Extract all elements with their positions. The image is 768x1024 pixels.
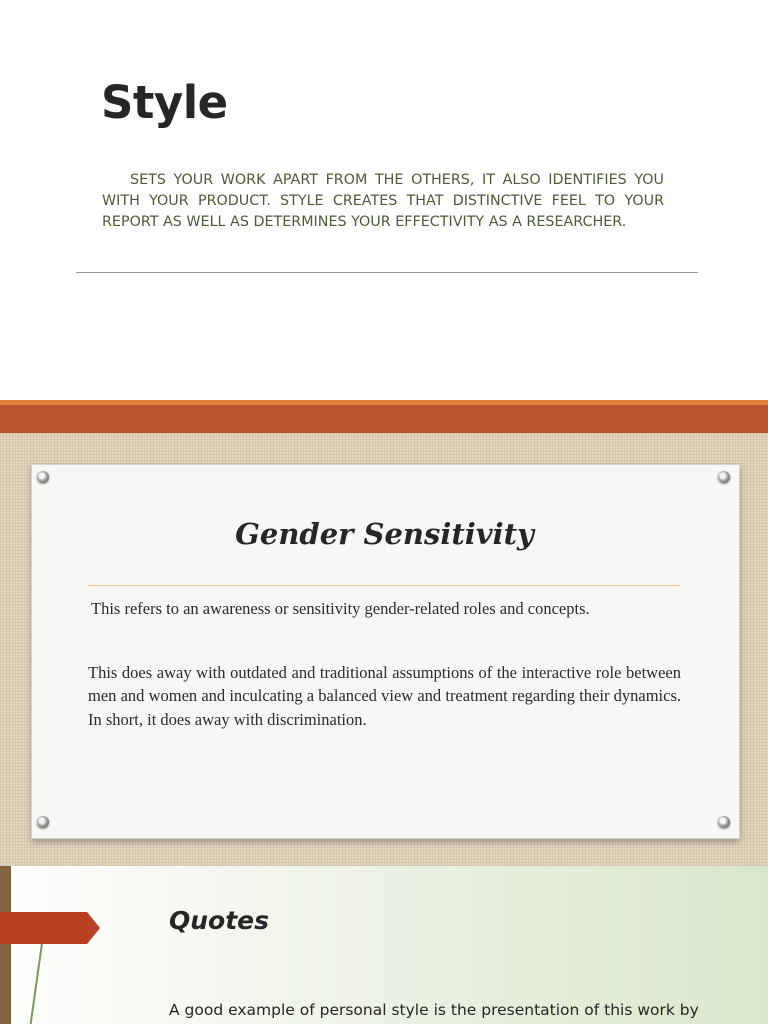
- plant-stem-decoration: [28, 936, 44, 1024]
- header-band: [0, 405, 768, 433]
- arrow-marker-icon: [0, 912, 100, 944]
- slide-quotes: [0, 866, 768, 1024]
- pushpin-icon: [718, 471, 730, 483]
- slide-title: Quotes: [169, 906, 270, 935]
- slide-title: Style: [101, 76, 228, 129]
- pushpin-icon: [37, 816, 49, 828]
- card-title: Gender Sensitivity: [235, 517, 534, 551]
- slide-style: [0, 0, 768, 400]
- card-paragraph-1: This refers to an awareness or sensitivity gender-related roles and concepts.: [91, 599, 590, 618]
- left-accent-strip: [0, 866, 11, 1024]
- card-paragraph-2: This does away with outdated and traditional assumptions of the interactive role between men and women and inculcating a balanced view and treatment regarding their dynamics. In short, it does away with discrimination.: [88, 663, 681, 729]
- slide-body-text: SETS YOUR WORK APART FROM THE OTHERS, IT ALSO IDENTIFIES YOU WITH YOUR PRODUCT. STYLE CREATES THAT DISTINCTIVE FEEL TO YOUR REPORT AS WELL AS DETERMINES YOUR EFFECTIVITY AS A RESEARCHER.: [102, 172, 664, 230]
- card-divider: [88, 585, 680, 586]
- divider-line: [76, 272, 698, 273]
- pushpin-icon: [718, 816, 730, 828]
- pushpin-icon: [37, 471, 49, 483]
- slide-body-text: A good example of personal style is the presentation of this work by: [169, 1001, 699, 1019]
